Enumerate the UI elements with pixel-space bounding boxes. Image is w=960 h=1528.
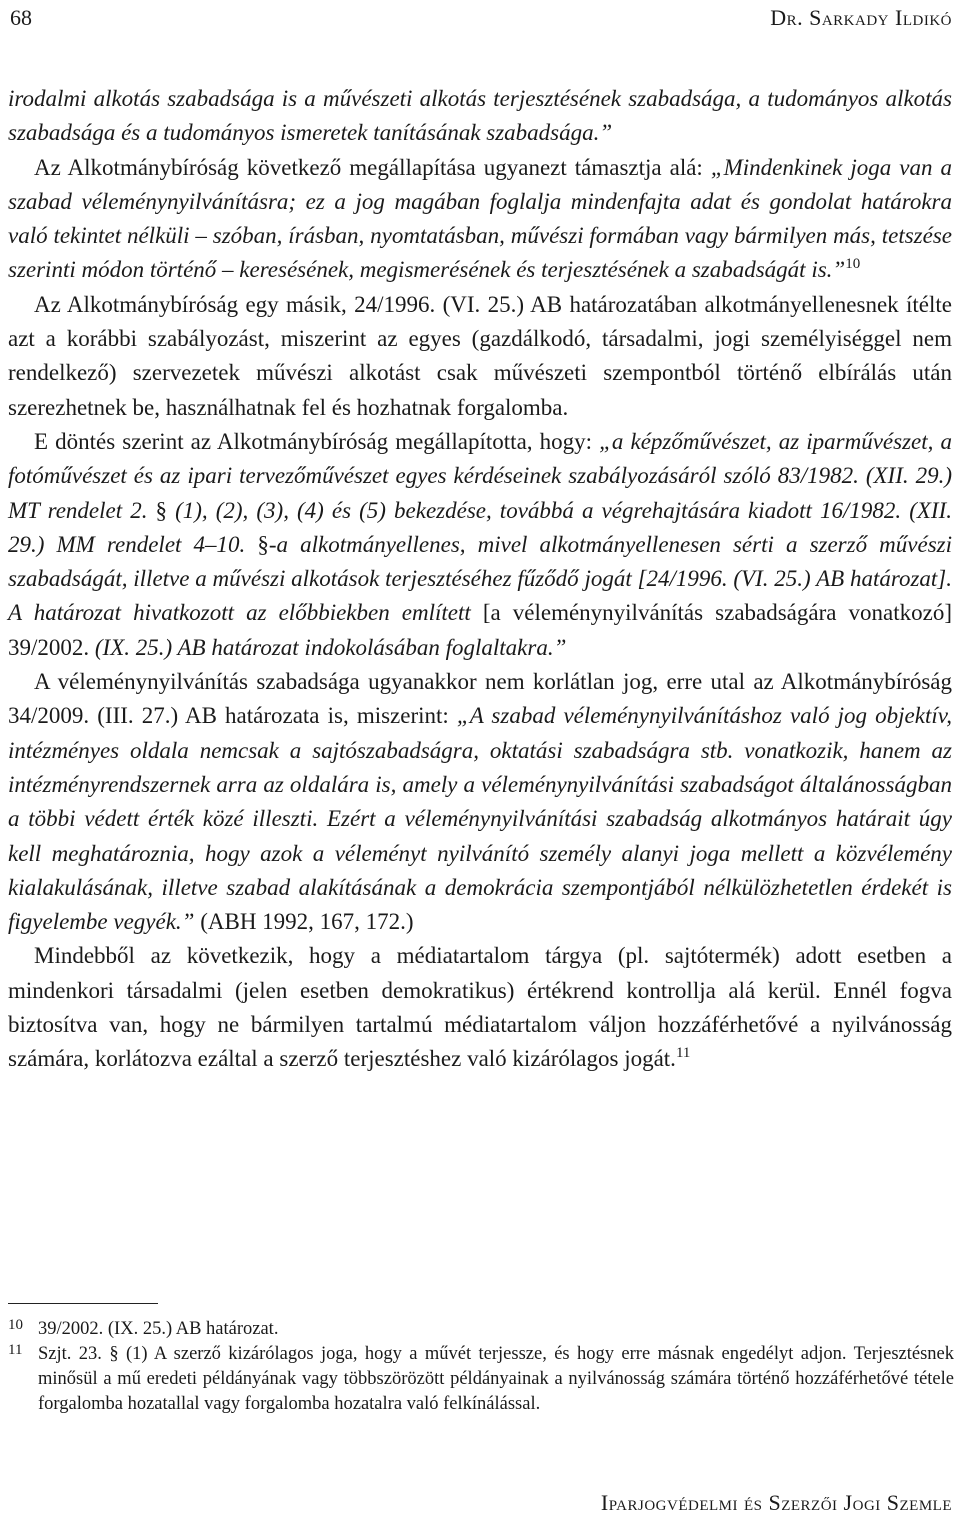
paragraph-text: Az Alkotmánybíróság egy másik, 24/1996. (VI. 25.) AB határozatában alkotmányellenesnek ítélte azt a korábbi szabályozást, miszerint az egyes (gazdálkodó, társadalmi, jogi személyiséggel nem rendelkező) szervezetek művészi alkotást csak művészeti szempontból történő elbírálás után szerezhetnek be, használhatnak fel és hozhatnak forgalomba. — [8, 291, 952, 420]
italic-quote: (IX. 25.) AB határozat indokolásában foglaltakra.” — [94, 634, 567, 660]
footnote-text: Szjt. 23. § (1) A szerző kizárólagos joga, hogy a művét terjessze, és hogy erre másnak engedélyt adjon. Terjesztésnek minősül a mű eredeti példányának vagy többszörözött példányainak a nyilvánosság számára történő hozzáférhetővé tétele forgalomba hozatallal vagy forgalomba hozatalra való felkínálással. — [38, 1344, 954, 1414]
paragraph-text: Mindebből az következik, hogy a médiatartalom tárgya (pl. sajtótermék) adott esetben a mindenkori társadalmi (jelen esetben demokratikus) értékrend kontrollja alá kerül. Ennél fogva biztosítva van, hogy ne bármilyen tartalmú médiatartalom váljon hozzáférhetővé a nyilvánosság számára, korlátozva ezáltal a szerző terjesztéshez való kizárólagos jogát. — [8, 943, 952, 1072]
footnote-divider — [8, 1303, 158, 1304]
running-footer-journal: Iparjogvédelmi és Szerzői Jogi Szemle — [600, 1490, 952, 1515]
paragraph-text: A véleménynyilvánítás szabadsága ugyanakkor nem korlátlan jog, erre utal az Alkotmánybíróság 34/2009. (III. 27.) AB határozata is, miszerint: — [8, 669, 952, 729]
paragraph-text: Az Alkotmánybíróság következő megállapítása ugyanezt támasztja alá: — [34, 154, 711, 180]
running-header-author: Dr. Sarkady Ildikó — [770, 5, 952, 30]
footnotes — [8, 1317, 954, 1417]
italic-quote: -a alkotmányellenes, mivel alkotmányellenesen sérti a szerző művészi szabadságát, illetve a művészi alkotások terjesztéséhez fűződő jogát [24/1996. (VI. 25.) AB határozat]. A határozat hivatkozott az előbbiekben említett — [8, 531, 952, 626]
citation: (ABH 1992, 167, 172.) — [194, 909, 414, 935]
paragraph-5 — [8, 665, 952, 939]
footnote-ref-11[interactable]: 11 — [675, 1045, 691, 1062]
italic-quote: „Mindenkinek joga van a szabad véleménynyilvánításra; ez a jog magában foglalja mindenfajta adat és gondolat határokra való tekintet nélküli – szóban, írásban, nyomtatásban, művészi formában vagy bármilyen más, tetszése szerinti módon történő – keresésének, megismerésének és terjesztésének a szabadságát is.” — [8, 154, 952, 283]
footnote-text: 39/2002. (IX. 25.) AB határozat. — [38, 1319, 279, 1339]
paragraph-4 — [8, 425, 952, 665]
italic-quote: „a képzőművészet, az iparművészet, a fotóművészet és az ipari tervezőművészet egyes kérdéseinek szabályozásáról szóló 83/1982. (XII. 29.) MT rendelet 2. — [8, 428, 952, 523]
italic-quote: irodalmi alkotás szabadsága is a művészeti alkotás terjesztésének szabadsága, a tudományos alkotás szabadsága és a tudományos ismeretek tanításának szabadsága.” — [8, 86, 952, 146]
section-sign: § — [257, 531, 269, 557]
paragraph-3 — [8, 288, 952, 425]
italic-quote: (1), (2), (3), (4) és (5) bekezdése, továbbá a végrehajtására kiadott 16/1982. (XII. 29.) MM rendelet 4–10. — [8, 497, 952, 557]
body-text — [8, 82, 952, 1077]
paragraph-2 — [8, 151, 952, 288]
paragraph-6 — [8, 939, 952, 1076]
footnote-11 — [8, 1342, 954, 1417]
footnote-10 — [8, 1317, 954, 1342]
paragraph-text: E döntés szerint az Alkotmánybíróság megállapította, hogy: — [34, 428, 600, 454]
italic-quote: „A szabad véleménynyilvánításhoz való jog objektív, intézményes oldala nemcsak a sajtószabadságra, oktatási szabadságra stb. vonatkozik, hanem az intézményrendszernek arra az oldalára is, amely a véleménynyilvánítási szabadságot általánosságban a többi védett érték közé illeszti. Ezért a véleménynyilvánítási szabadság alkotmányos határait úgy kell meghatároznia, hogy azok a véleményt nyilvánító személy alanyi joga mellett a közvélemény kialakulásának, illetve szabad alakításának a demokrácia szempontjából nélkülözhetetlen érdekét is figyelembe vegyék.” — [8, 703, 953, 935]
paragraph-1 — [8, 82, 952, 151]
bracket-insert: [a véleménynyilvánítás szabadságára vonatkozó] 39/2002. — [8, 600, 953, 660]
footnote-number: 11 — [8, 1342, 23, 1358]
section-sign: § — [155, 497, 168, 523]
footnote-number: 10 — [8, 1317, 23, 1333]
page-number: 68 — [10, 5, 32, 30]
footnote-ref-10[interactable]: 10 — [845, 256, 861, 273]
